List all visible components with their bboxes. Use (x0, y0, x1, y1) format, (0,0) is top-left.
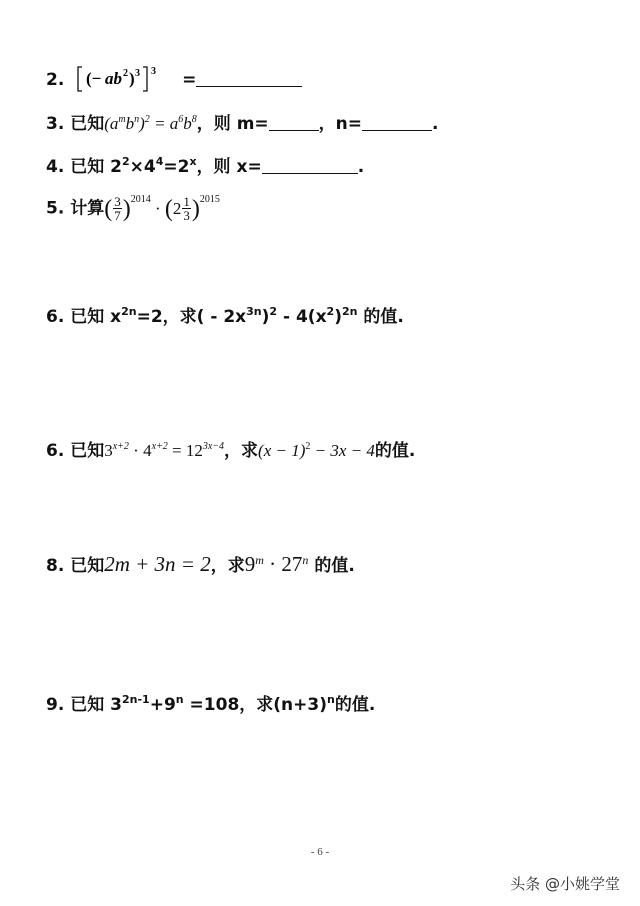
answer-blank-m (269, 116, 319, 131)
question-3: 3. 已知$(a^mb^n)^2 = a^6b^8$，则 m= ，n= . (46, 114, 439, 134)
question-number: 5. (46, 198, 65, 219)
fraction: $\frac{3}{7}$ (114, 194, 121, 223)
question-8 (46, 553, 355, 577)
question-number: 6. (46, 441, 65, 461)
text: ，求 (210, 556, 245, 576)
formula: $x^{2n}=2$，求( - $2x^{3n})^2 - 4(x^2)^{2n}$ (110, 305, 358, 327)
text: 的值. (363, 307, 404, 327)
question-number: 8. (46, 556, 65, 576)
formula: $3^{2n-1}+9^n =108$，求$(n+3)^n$ (110, 693, 335, 715)
calc-label: 计算 (70, 198, 105, 219)
fraction: $\frac{1}{3}$ (183, 194, 190, 223)
given-label: 已知 (70, 307, 105, 327)
question-9 (46, 694, 375, 716)
given-label: 已知 (70, 114, 105, 134)
question-number: 2. (46, 70, 65, 90)
question-number: 6. (46, 307, 65, 327)
formula: $(a^mb^n)^2 = a^6b^8$ (104, 114, 197, 133)
watermark: 头条 @小姚学堂 (510, 875, 620, 893)
svg-text:3: 3 (135, 68, 141, 79)
equals-sign: = (182, 70, 197, 90)
answer-blank (196, 72, 302, 87)
formula: $2^2\times 4^4=2^x$ (110, 155, 197, 177)
svg-text:): ) (129, 69, 135, 88)
question-number: 9. (46, 695, 65, 715)
svg-text:3: 3 (151, 66, 157, 77)
text: 的值. (314, 556, 355, 576)
text: ，n= (318, 114, 363, 134)
formula: 2m + 3n = 2 (104, 552, 211, 576)
given-label: 已知 (70, 556, 105, 576)
question-6a (46, 306, 404, 328)
formula: $3^{x+2} \cdot 4^{x+2} = 12^{3x-4}$ (104, 441, 225, 460)
question-4: 4. 已知 $2^2\times 4^4=2^x$，则 x= . (46, 155, 365, 177)
given-label: 已知 (70, 695, 105, 715)
svg-text:(−: (− (86, 69, 102, 88)
given-label: 已知 (70, 441, 105, 461)
formula: ( $\frac{3}{7}$ )$^{2014}$ · (2 $\frac{1}{3}$ )$^{2015}$ (104, 193, 220, 223)
question-number: 3. (46, 114, 65, 134)
page-number: - 6 - (310, 846, 330, 858)
answer-blank (262, 159, 358, 174)
given-label: 已知 (70, 157, 105, 177)
answer-blank-n (362, 116, 432, 131)
text: ，求 (224, 441, 259, 461)
text: ，则 x= (196, 157, 262, 177)
question-5 (46, 195, 220, 222)
svg-text:ab: ab (105, 69, 123, 88)
text: 的值. (374, 441, 416, 461)
formula: $(x - 1)^2 - 3x - 4$ (258, 441, 375, 460)
text: 的值. (334, 695, 376, 715)
formula-image (76, 66, 176, 92)
text: ，则 m= (196, 114, 269, 134)
question-2 (46, 66, 302, 92)
question-6b (46, 440, 415, 462)
question-number: 4. (46, 157, 65, 177)
formula: $9^m \cdot 27^n$ (244, 552, 309, 576)
svg-text:2: 2 (123, 68, 129, 79)
